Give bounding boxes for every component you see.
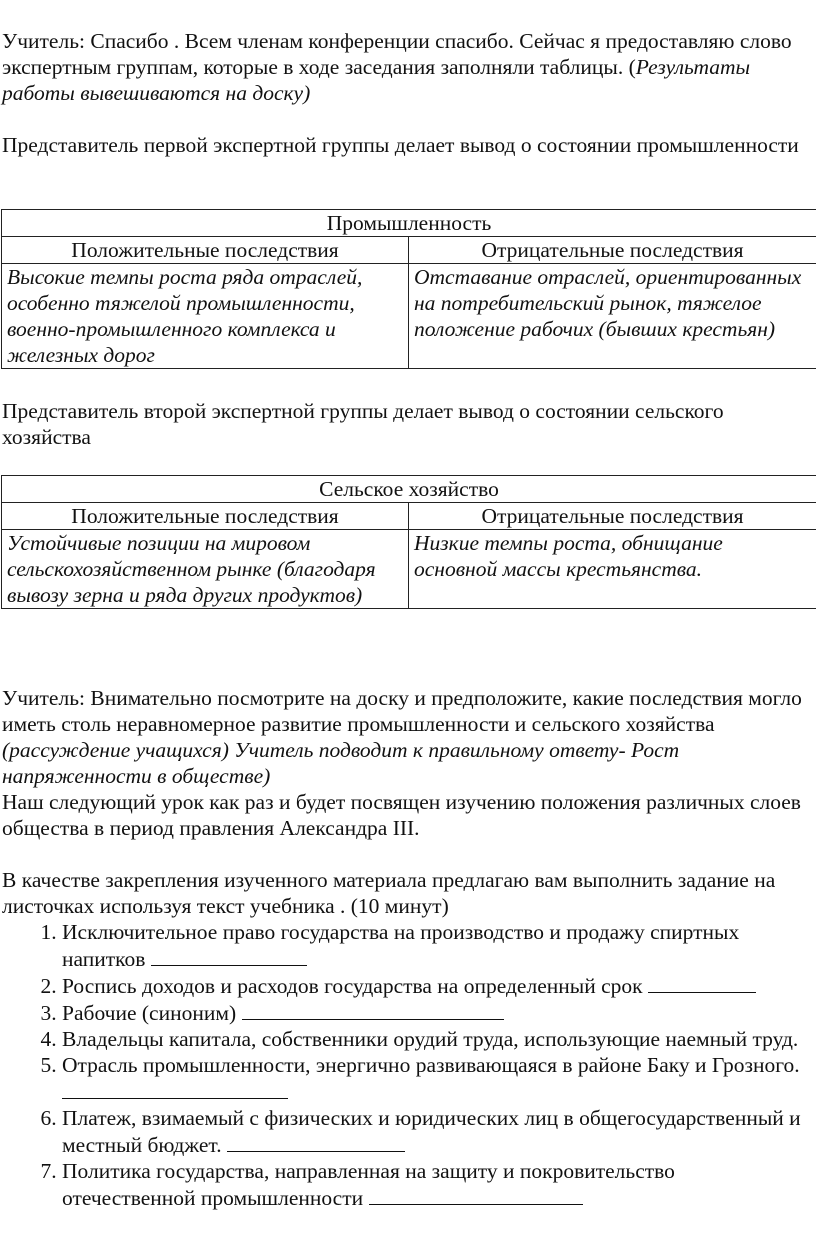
answer-blank [369,1184,583,1205]
task-text: Рабочие (синоним) [62,1001,237,1025]
task-item [62,1052,806,1105]
group1-intro [2,132,814,158]
intro-paragraph [2,28,814,106]
agriculture-table-title: Сельское хозяйство [2,476,816,503]
teacher-conclusion [2,685,814,841]
agriculture-table [1,475,816,609]
task-item [62,1158,806,1211]
task-text: Отрасль промышленности, энергично развивающаяся в районе Баку и Грозного. [62,1053,800,1077]
teacher-conclusion-italic: (рассуждение учащихся) Учитель подводит к правильному ответу- Рост напряженности в обществе) [2,738,680,788]
answer-blank [227,1131,405,1152]
task-item [62,1026,806,1052]
industry-col-negative: Отрицательные последствия [409,237,816,264]
agriculture-col-positive: Положительные последствия [2,503,409,530]
task-item [62,972,806,999]
agriculture-col-negative: Отрицательные последствия [409,503,816,530]
task-item [62,1105,806,1158]
task-text: Платеж, взимаемый с физических и юридических лиц в общегосударственный и местный бюджет. [62,1106,801,1157]
industry-negative-cell: Отставание отраслей, ориентированных на потребительский рынок, тяжелое положение рабочих (бывших крестьян) [409,264,816,369]
answer-blank [242,999,504,1020]
intro-text: Учитель: Спасибо . Всем членам конференции спасибо. Сейчас я предоставляю слово экспертным группам, которые в ходе заседания заполняли таблицы. [2,29,792,79]
intro-note: Результаты работы вывешиваются на доску) [2,55,751,105]
task-intro [2,867,814,919]
task-item [62,919,806,972]
group1-intro-text: Представитель первой экспертной группы делает вывод о состоянии промышленности [2,133,799,157]
answer-blank [62,1078,288,1099]
industry-positive-cell: Высокие темпы роста ряда отраслей, особенно тяжелой промышленности, военно-промышленного комплекса и железных дорог [2,264,409,369]
task-text: Владельцы капитала, собственники орудий труда, использующие наемный труд. [62,1027,799,1051]
agriculture-negative-cell: Низкие темпы роста, обнищание основной массы крестьянства. [409,530,816,609]
agriculture-positive-cell: Устойчивые позиции на мировом сельскохозяйственном рынке (благодаря вывозу зерна и ряда других продуктов) [2,530,409,609]
task-text: Исключительное право государства на производство и продажу спиртных напитков [62,920,740,971]
task-text: Политика государства, направленная на защиту и покровительство отечественной промышленности [62,1159,675,1210]
industry-table-title: Промышленность [2,210,816,237]
industry-table [1,209,816,369]
task-item [62,999,806,1026]
teacher-conclusion-text: Учитель: Внимательно посмотрите на доску и предположите, какие последствия могло иметь столь неравномерное развитие промышленности и сельского хозяйства [2,686,802,736]
next-lesson-text: Наш следующий урок как раз и будет посвящен изучению положения различных слоев общества в период правления Александра III. [2,790,801,840]
intro-paren: ( [628,55,636,79]
industry-col-positive: Положительные последствия [2,237,409,264]
task-list [0,919,806,1211]
task-text: Роспись доходов и расходов государства на определенный срок [62,974,643,998]
answer-blank [151,945,307,966]
group2-intro [2,398,814,450]
group2-intro-text: Представитель второй экспертной группы делает вывод о состоянии сельского хозяйства [2,399,724,449]
answer-blank [648,972,756,993]
task-intro-text: В качестве закрепления изученного материала предлагаю вам выполнить задание на листочках используя текст учебника . (10 минут) [2,868,776,918]
